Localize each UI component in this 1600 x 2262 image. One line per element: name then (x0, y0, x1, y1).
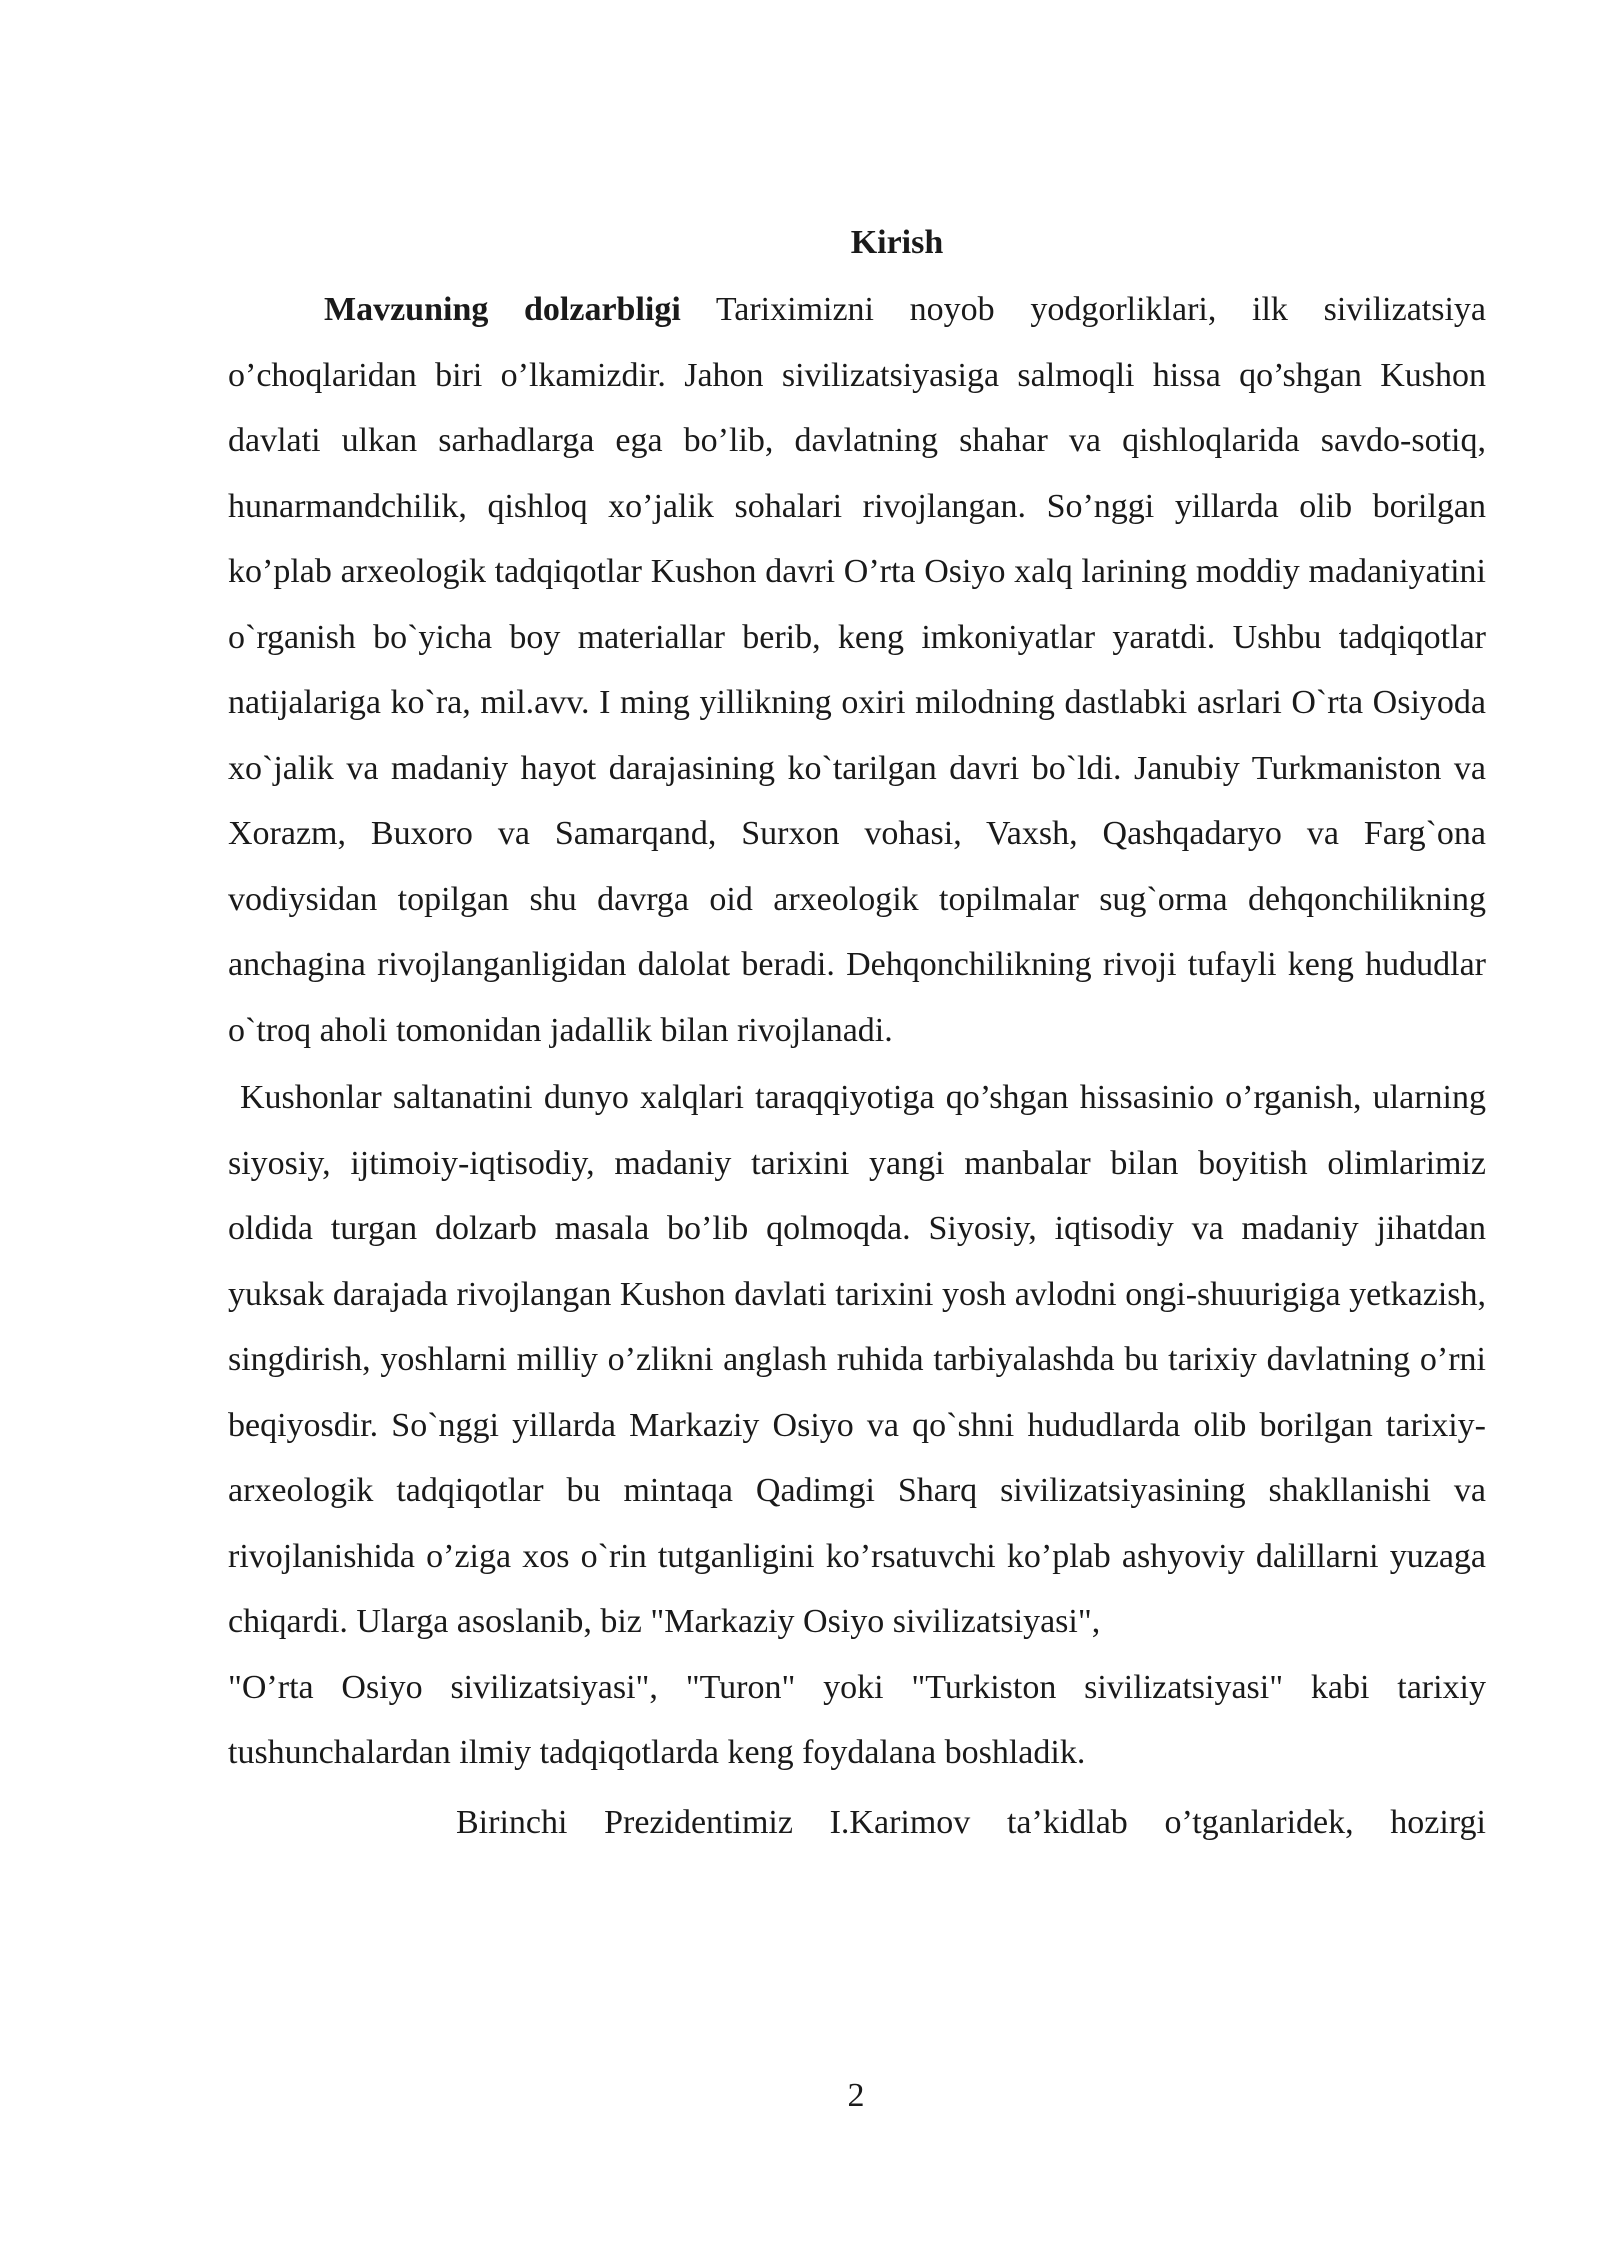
section-heading: Kirish (850, 224, 944, 261)
paragraph-civilization-terms: "O’rta Osiyo sivilizatsiyasi", "Turon" yoki "Turkiston sivilizatsiyasi" kabi tarixiy tushunchalardan ilmiy tadqiqotlarda keng foydalana boshladik. (228, 1668, 1486, 1771)
page-number: 2 (847, 2077, 865, 2114)
paragraph-kushan-empire: Kushonlar saltanatini dunyo xalqlari taraqqiyotiga qo’shgan hissasinio o’rganish, ularning siyosiy, ijtimoiy-iqtisodiy, madaniy tarixini yangi manbalar bilan boyitish olimlarimiz oldida turgan dolzarb masala bo’lib qolmoqda. Siyosiy, iqtisodiy va madaniy jihatdan yuksak darajada rivojlangan Kushon davlati tarixini yosh avlodni ongi-shuurigiga yetkazish, singdirish, yoshlarni milliy o’zlikni anglash ruhida tarbiyalashda bu tarixiy davlatning o’rni beqiyosdir. So`nggi yillarda Markaziy Osiyo va qo`shni hududlarda olib borilgan tarixiy-arxeologik tadqiqotlar bu mintaqa Qadimgi Sharq sivilizatsiyasining shakllanishi va rivojlanishida o’ziga xos o`rin tutganligini ko’rsatuvchi ko’plab ashyoviy dalillarni yuzaga chiqardi. Ularga asoslanib, biz "Markaziy Osiyo sivilizatsiyasi", (228, 1079, 1486, 1640)
document-page (228, 215, 1486, 1855)
paragraph-body: Tariximizni noyob yodgorliklari, ilk sivilizatsiya o’choqlaridan biri o’lkamizdir. Jahon sivilizatsiyasiga salmoqli hissa qo’shgan Kushon davlati ulkan sarhadlarga ega bo’lib, davlatning shahar va qishloqlarida savdo-sotiq, hunarmandchilik, qishloq xo’jalik sohalari rivojlangan. So’nggi yillarda olib borilgan ko’plab arxeologik tadqiqotlar Kushon davri O’rta Osiyo xalq larining moddiy madaniyatini o`rganish bo`yicha boy materiallar berib, keng imkoniyatlar yaratdi. Ushbu tadqiqotlar natijalariga ko`ra, mil.avv. I ming yillikning oxiri milodning dastlabki asrlari O`rta Osiyoda xo`jalik va madaniy hayot darajasining ko`tarilgan davri bo`ldi. Janubiy Turkmaniston va Xorazm, Buxoro va Samarqand, Surxon vohasi, Vaxsh, Qashqadaryo va Farg`ona vodiysidan topilgan shu davrga oid arxeologik topilmalar sug`orma dehqonchilikning anchagina rivojlanganligidan dalolat beradi. Dehqonchilikning rivoji tufayli keng hududlar o`troq aholi tomonidan jadallik bilan rivojlanadi. (228, 291, 1487, 1049)
paragraph-president-quote: Birinchi Prezidentimiz I.Karimov ta’kidlab o’tganlaridek, hozirgi (456, 1803, 1486, 1841)
paragraph-lead-term: Mavzuning dolzarbligi (324, 291, 681, 328)
paragraph-relevance (228, 277, 1486, 1063)
